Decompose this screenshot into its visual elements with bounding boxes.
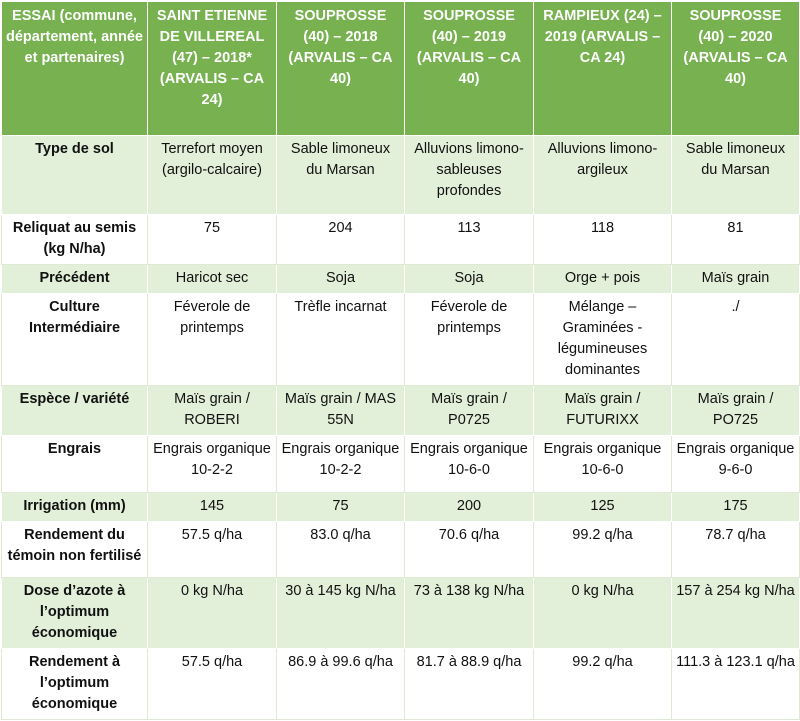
table-cell: Maïs grain / PO725 xyxy=(672,386,800,436)
table-cell: Trèfle incarnat xyxy=(277,294,405,386)
header-trial-1: SAINT ETIENNE DE VILLEREAL (47) – 2018* (ARVALIS – CA 24) xyxy=(148,2,277,136)
table-cell: ./ xyxy=(672,294,800,386)
table-cell: 113 xyxy=(405,215,534,265)
table-cell: 125 xyxy=(534,493,672,522)
table-cell: 157 à 254 kg N/ha xyxy=(672,578,800,649)
table-cell: 81 xyxy=(672,215,800,265)
row-label: Rendement du témoin non fertilisé xyxy=(2,522,148,578)
table-cell: 204 xyxy=(277,215,405,265)
header-trial-4: RAMPIEUX (24) – 2019 (ARVALIS – CA 24) xyxy=(534,2,672,136)
table-cell: 111.3 à 123.1 q/ha xyxy=(672,649,800,720)
table-cell: Maïs grain / MAS 55N xyxy=(277,386,405,436)
table-cell: 81.7 à 88.9 q/ha xyxy=(405,649,534,720)
table-cell: 57.5 q/ha xyxy=(148,522,277,578)
table-cell: Alluvions limono-sableuses profondes xyxy=(405,136,534,215)
table-cell: 75 xyxy=(277,493,405,522)
row-label: Culture Intermédiaire xyxy=(2,294,148,386)
table-cell: Orge + pois xyxy=(534,265,672,294)
table-cell: Alluvions limono-argileux xyxy=(534,136,672,215)
table-cell: 78.7 q/ha xyxy=(672,522,800,578)
table-row xyxy=(2,649,800,720)
row-label: Reliquat au semis (kg N/ha) xyxy=(2,215,148,265)
table-row xyxy=(2,578,800,649)
row-label: Irrigation (mm) xyxy=(2,493,148,522)
table-cell: 30 à 145 kg N/ha xyxy=(277,578,405,649)
table-cell: 86.9 à 99.6 q/ha xyxy=(277,649,405,720)
table-row xyxy=(2,265,800,294)
row-label: Engrais xyxy=(2,436,148,493)
table-cell: Sable limoneux du Marsan xyxy=(277,136,405,215)
row-label: Précédent xyxy=(2,265,148,294)
table-cell: Sable limoneux du Marsan xyxy=(672,136,800,215)
table-row xyxy=(2,436,800,493)
table-cell: Engrais organique 10-2-2 xyxy=(148,436,277,493)
table-cell: 0 kg N/ha xyxy=(534,578,672,649)
table-cell: Maïs grain / ROBERI xyxy=(148,386,277,436)
table-cell: Féverole de printemps xyxy=(148,294,277,386)
table-cell: 99.2 q/ha xyxy=(534,649,672,720)
table-cell: Haricot sec xyxy=(148,265,277,294)
table-cell: Terrefort moyen (argilo-calcaire) xyxy=(148,136,277,215)
table-cell: 83.0 q/ha xyxy=(277,522,405,578)
table-cell: 200 xyxy=(405,493,534,522)
table-cell: 0 kg N/ha xyxy=(148,578,277,649)
table-cell: 145 xyxy=(148,493,277,522)
table-cell: 73 à 138 kg N/ha xyxy=(405,578,534,649)
table-cell: 75 xyxy=(148,215,277,265)
table-row xyxy=(2,522,800,578)
trials-table xyxy=(1,1,800,720)
table-row xyxy=(2,386,800,436)
table-row xyxy=(2,294,800,386)
table-cell: 70.6 q/ha xyxy=(405,522,534,578)
header-trial-2: SOUPROSSE (40) – 2018 (ARVALIS – CA 40) xyxy=(277,2,405,136)
table-cell: Maïs grain xyxy=(672,265,800,294)
row-label: Dose d’azote à l’optimum économique xyxy=(2,578,148,649)
table-cell: Soja xyxy=(405,265,534,294)
table-row xyxy=(2,136,800,215)
table-cell: Engrais organique 10-6-0 xyxy=(405,436,534,493)
table-cell: Féverole de printemps xyxy=(405,294,534,386)
table-cell: Maïs grain / FUTURIXX xyxy=(534,386,672,436)
row-label: Type de sol xyxy=(2,136,148,215)
header-row xyxy=(2,2,800,136)
table-cell: Soja xyxy=(277,265,405,294)
table-cell: Engrais organique 10-2-2 xyxy=(277,436,405,493)
table-cell: Mélange – Graminées - légumineuses dominantes xyxy=(534,294,672,386)
table-cell: 118 xyxy=(534,215,672,265)
row-label: Rendement à l’optimum économique xyxy=(2,649,148,720)
row-label: Espèce / variété xyxy=(2,386,148,436)
table-cell: Maïs grain / P0725 xyxy=(405,386,534,436)
table-row xyxy=(2,493,800,522)
table-row xyxy=(2,215,800,265)
table-cell: Engrais organique 10-6-0 xyxy=(534,436,672,493)
header-trial-5: SOUPROSSE (40) – 2020 (ARVALIS – CA 40) xyxy=(672,2,800,136)
table-cell: 99.2 q/ha xyxy=(534,522,672,578)
header-essai: ESSAI (commune, département, année et partenaires) xyxy=(2,2,148,136)
table-cell: Engrais organique 9-6-0 xyxy=(672,436,800,493)
header-trial-3: SOUPROSSE (40) – 2019 (ARVALIS – CA 40) xyxy=(405,2,534,136)
table-cell: 57.5 q/ha xyxy=(148,649,277,720)
table-cell: 175 xyxy=(672,493,800,522)
